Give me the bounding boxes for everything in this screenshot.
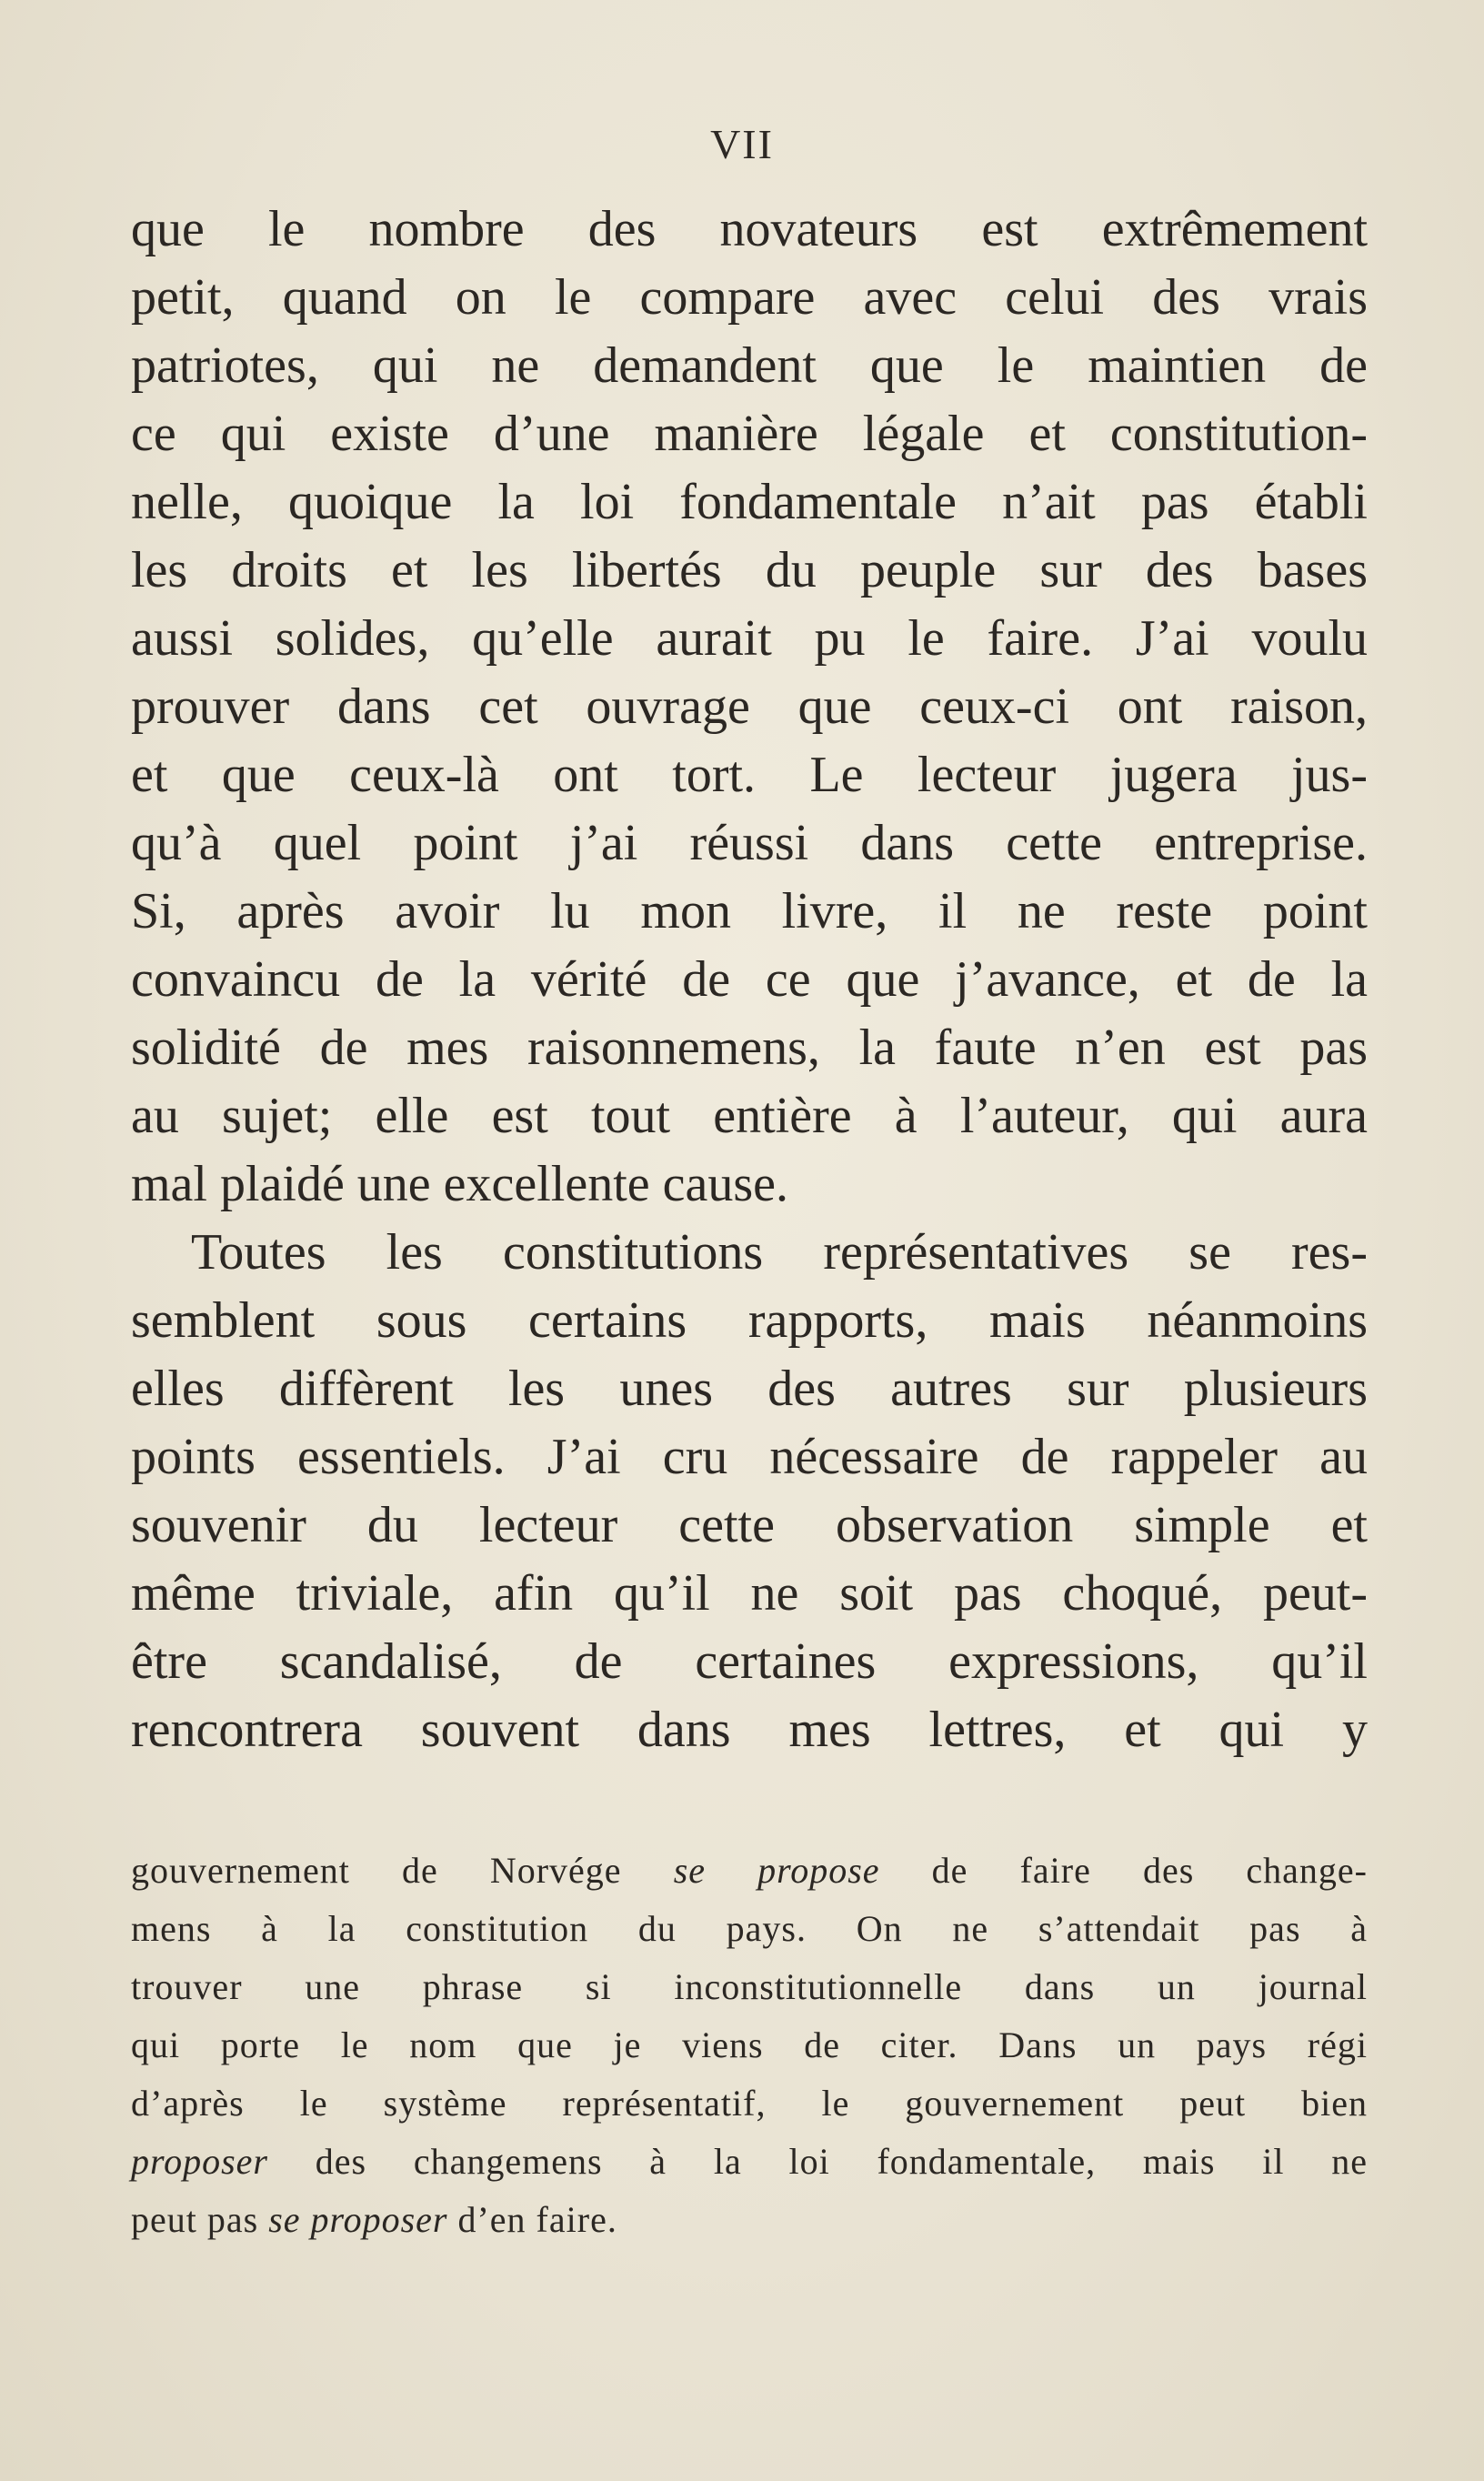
text-line: qu’à quel point j’ai réussi dans cette entreprise. [131, 815, 1368, 871]
text-line: semblent sous certains rapports, mais néanmoins [131, 1292, 1368, 1349]
text-line: Si, après avoir lu mon livre, il ne reste point [131, 883, 1368, 939]
text-line: solidité de mes raisonnemens, la faute n’en est pas [131, 1020, 1368, 1076]
text-line: et que ceux-là ont tort. Le lecteur jugera jus- [131, 747, 1368, 803]
footnote-line: peut pas se proposer d’en faire. [131, 2199, 617, 2240]
text-line: que le nombre des novateurs est extrêmement [131, 201, 1368, 257]
text-line: mal plaidé une excellente cause. [131, 1156, 788, 1212]
text-line: même triviale, afin qu’il ne soit pas choqué, peut- [131, 1565, 1368, 1622]
text-line: rencontrera souvent dans mes lettres, et qui y [131, 1702, 1368, 1758]
footnote-line: gouvernement de Norvége se propose de faire des change- [131, 1850, 1368, 1891]
footnote-line: d’après le système représentatif, le gouvernement peut bien [131, 2083, 1368, 2124]
page-number: VII [710, 121, 774, 167]
footnote-line: proposer des changemens à la loi fondamentale, mais il ne [131, 2141, 1368, 2182]
text-line: convaincu de la vérité de ce que j’avance, et de la [131, 951, 1368, 1008]
footnote-line: mens à la constitution du pays. On ne s’attendait pas à [131, 1908, 1368, 1949]
text-line: elles diffèrent les unes des autres sur plusieurs [131, 1361, 1368, 1417]
text-line: les droits et les libertés du peuple sur des bases [131, 542, 1368, 598]
body-text [131, 196, 1368, 1764]
text-line: aussi solides, qu’elle aurait pu le faire. J’ai voulu [131, 610, 1368, 667]
text-line: ce qui existe d’une manière légale et constitution- [131, 406, 1368, 462]
text-line: Toutes les constitutions représentatives se res- [191, 1224, 1368, 1281]
text-line: nelle, quoique la loi fondamentale n’ait pas établi [131, 474, 1368, 530]
text-line: souvenir du lecteur cette observation simple et [131, 1497, 1368, 1553]
footnote-line: trouver une phrase si inconstitutionnelle dans un journal [131, 1966, 1368, 2007]
footnote-line: qui porte le nom que je viens de citer. Dans un pays régi [131, 2024, 1368, 2065]
text-line: petit, quand on le compare avec celui des vrais [131, 269, 1368, 326]
text-line: prouver dans cet ouvrage que ceux-ci ont raison, [131, 678, 1368, 735]
footnote [131, 1842, 1368, 2249]
text-line: points essentiels. J’ai cru nécessaire de rappeler au [131, 1429, 1368, 1485]
text-line: être scandalisé, de certaines expressions, qu’il [131, 1633, 1368, 1690]
text-line: au sujet; elle est tout entière à l’auteur, qui aura [131, 1088, 1368, 1144]
text-line: patriotes, qui ne demandent que le maintien de [131, 337, 1368, 394]
